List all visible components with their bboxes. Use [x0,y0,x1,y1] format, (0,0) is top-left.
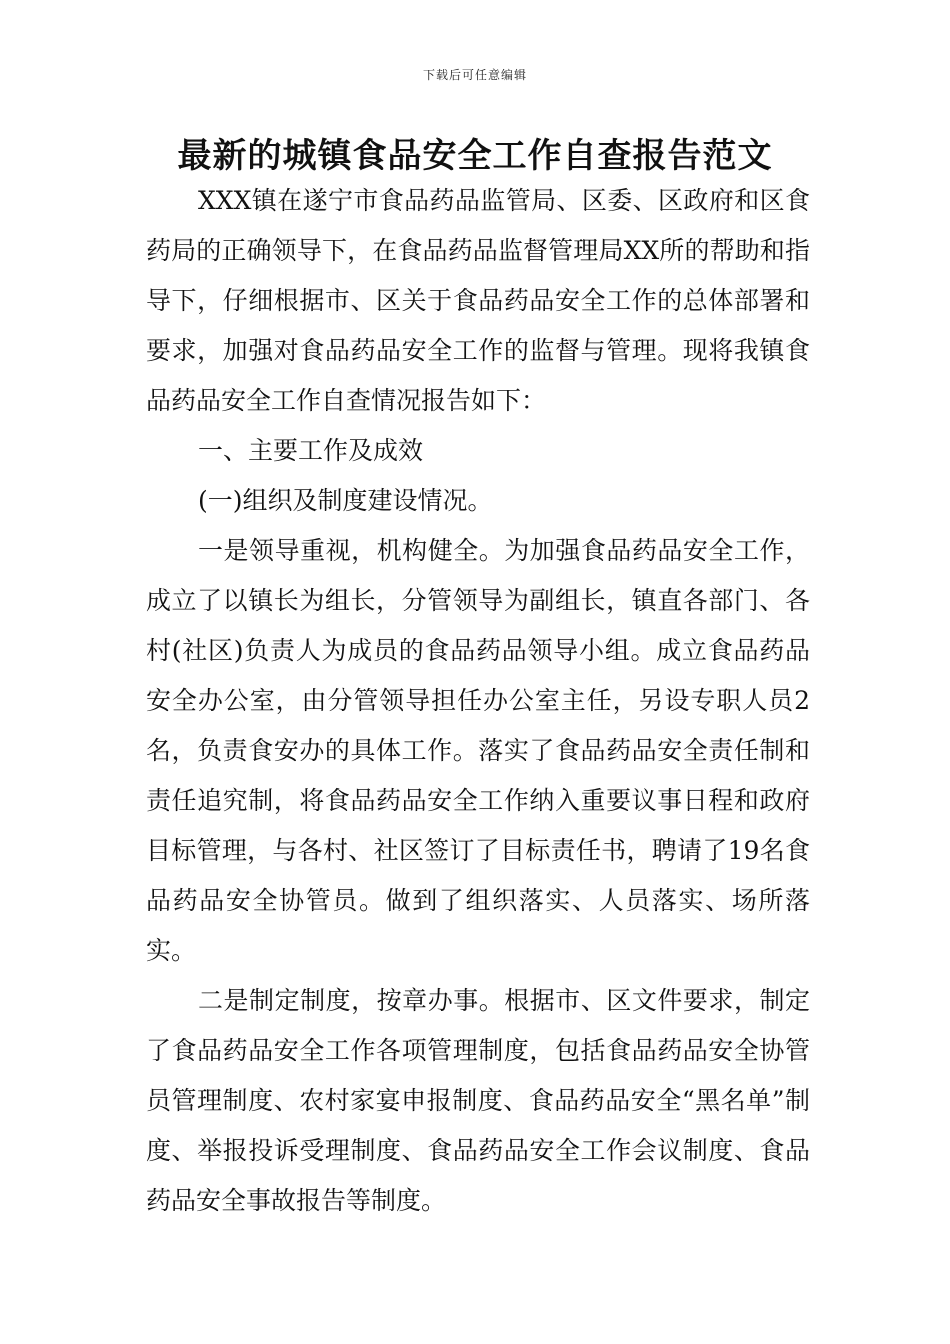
document-body [146,176,810,1226]
document-title: 最新的城镇食品安全工作自查报告范文 [177,136,773,176]
subsection-heading: (一)组织及制度建设情况。 [198,486,493,515]
body-paragraph-regulations: 二是制定制度，按章办事。根据市、区文件要求，制定了食品药品安全工作各项管理制度，包括食品药品安全协管员管理制度、农村家宴申报制度、食品药品安全“黑名单”制度、举报投诉受理制度、食品药品安全工作会议制度、食品药品安全事故报告等制度。 [146,986,810,1215]
intro-paragraph: XXX镇在遂宁市食品药品监管局、区委、区政府和区食药局的正确领导下，在食品药品监督管理局XX所的帮助和指导下，仔细根据市、区关于食品药品安全工作的总体部署和要求，加强对食品药品安全工作的监督与管理。现将我镇食品药品安全工作自查情况报告如下： [146,186,810,415]
header-note: 下载后可任意编辑 [422,68,527,82]
section-heading: 一、主要工作及成效 [198,436,424,465]
body-paragraph-leadership: 一是领导重视，机构健全。为加强食品药品安全工作，成立了以镇长为组长，分管领导为副组长，镇直各部门、各村(社区)负责人为成员的食品药品领导小组。成立食品药品安全办公室，由分管领导担任办公室主任，另设专职人员2名，负责食安办的具体工作。落实了食品药品安全责任制和责任追究制，将食品药品安全工作纳入重要议事日程和政府目标管理，与各村、社区签订了目标责任书，聘请了19名食品药品安全协管员。做到了组织落实、人员落实、场所落实。 [146,536,810,965]
